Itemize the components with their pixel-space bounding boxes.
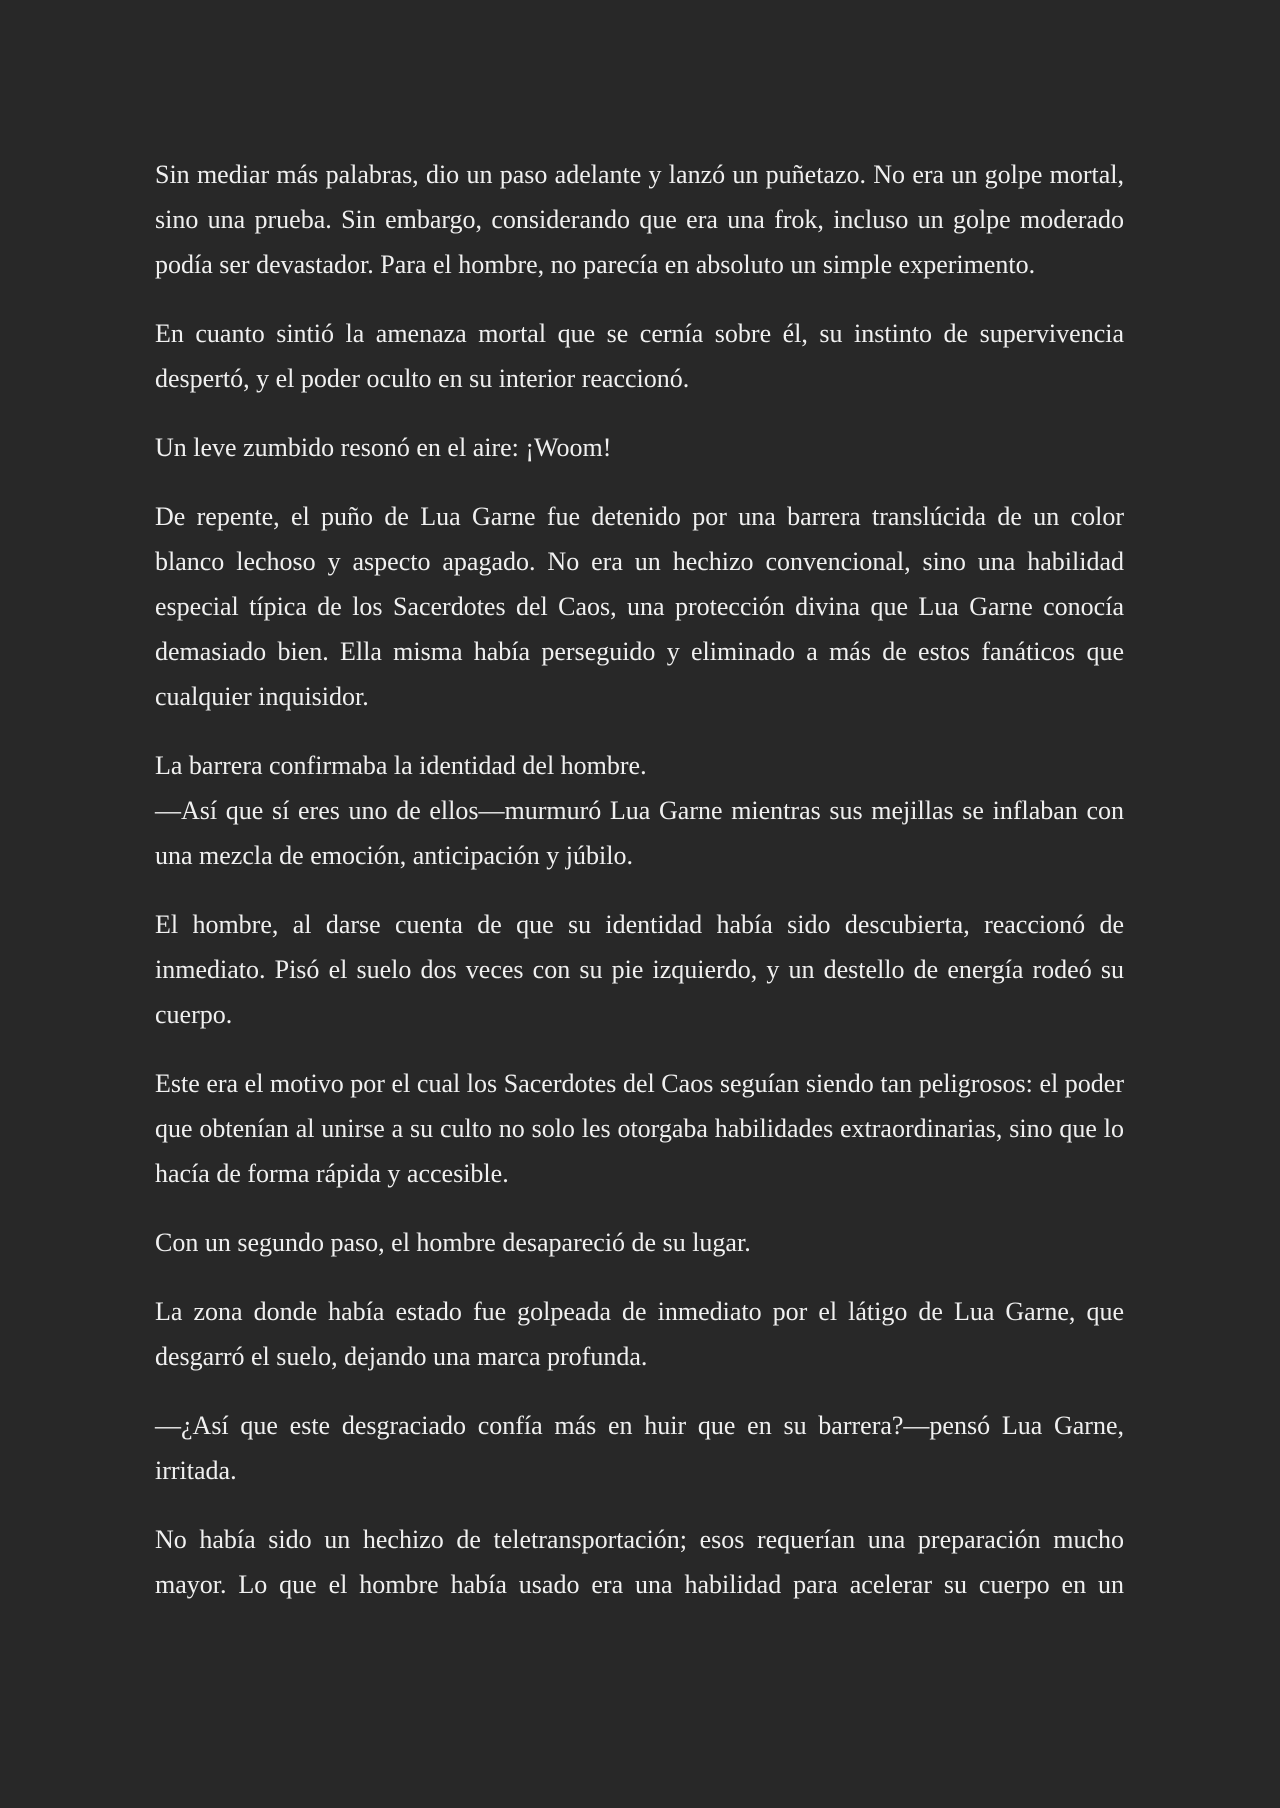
paragraph — [155, 1061, 1124, 1196]
paragraph — [155, 311, 1124, 401]
paragraph-line: Sin mediar más palabras, dio un paso adelante y lanzó un puñetazo. No era un golpe mortal, sino una prueba. Sin embargo, considerando que era una frok, incluso un golpe moderado podía ser devastador. Para el hombre, no parecía en absoluto un simple experimento. — [155, 160, 1124, 279]
dialogue-line: —¿Así que este desgraciado confía más en huir que en su barrera?—pensó Lua Garne, irritada. — [155, 1411, 1124, 1485]
paragraph-line: Este era el motivo por el cual los Sacerdotes del Caos seguían siendo tan peligrosos: el poder que obtenían al unirse a su culto no solo les otorgaba habilidades extraordinarias, sino que lo hacía de forma rápida y accesible. — [155, 1069, 1124, 1188]
paragraph — [155, 743, 1124, 878]
paragraph-line: El hombre, al darse cuenta de que su identidad había sido descubierta, reaccionó de inmediato. Pisó el suelo dos veces con su pie izquierdo, y un destello de energía rodeó su cuerpo. — [155, 910, 1124, 1029]
paragraph — [155, 1517, 1124, 1607]
paragraph — [155, 494, 1124, 719]
paragraph-line: La zona donde había estado fue golpeada de inmediato por el látigo de Lua Garne, que desgarró el suelo, dejando una marca profunda. — [155, 1297, 1124, 1371]
paragraph-line: No había sido un hechizo de teletransportación; esos requerían una preparación mucho mayor. Lo que el hombre había usado era una habilidad para acelerar su cuerpo en un — [155, 1525, 1124, 1599]
paragraph — [155, 902, 1124, 1037]
dialogue-line: —Así que sí eres uno de ellos—murmuró Lua Garne mientras sus mejillas se inflaban con una mezcla de emoción, anticipación y júbilo. — [155, 796, 1124, 870]
paragraph-line: Un leve zumbido resonó en el aire: ¡Woom! — [155, 433, 612, 462]
chapter-text — [155, 152, 1124, 1631]
paragraph-line: La barrera confirmaba la identidad del hombre. — [155, 751, 647, 780]
paragraph-line: En cuanto sintió la amenaza mortal que se cernía sobre él, su instinto de supervivencia despertó, y el poder oculto en su interior reaccionó. — [155, 319, 1124, 393]
paragraph — [155, 1403, 1124, 1493]
paragraph — [155, 1289, 1124, 1379]
paragraph — [155, 152, 1124, 287]
paragraph — [155, 1220, 1124, 1265]
paragraph — [155, 425, 1124, 470]
paragraph-line: De repente, el puño de Lua Garne fue detenido por una barrera translúcida de un color blanco lechoso y aspecto apagado. No era un hechizo convencional, sino una habilidad especial típica de los Sacerdotes del Caos, una protección divina que Lua Garne conocía demasiado bien. Ella misma había perseguido y eliminado a más de estos fanáticos que cualquier inquisidor. — [155, 502, 1124, 711]
paragraph-line: Con un segundo paso, el hombre desapareció de su lugar. — [155, 1228, 751, 1257]
